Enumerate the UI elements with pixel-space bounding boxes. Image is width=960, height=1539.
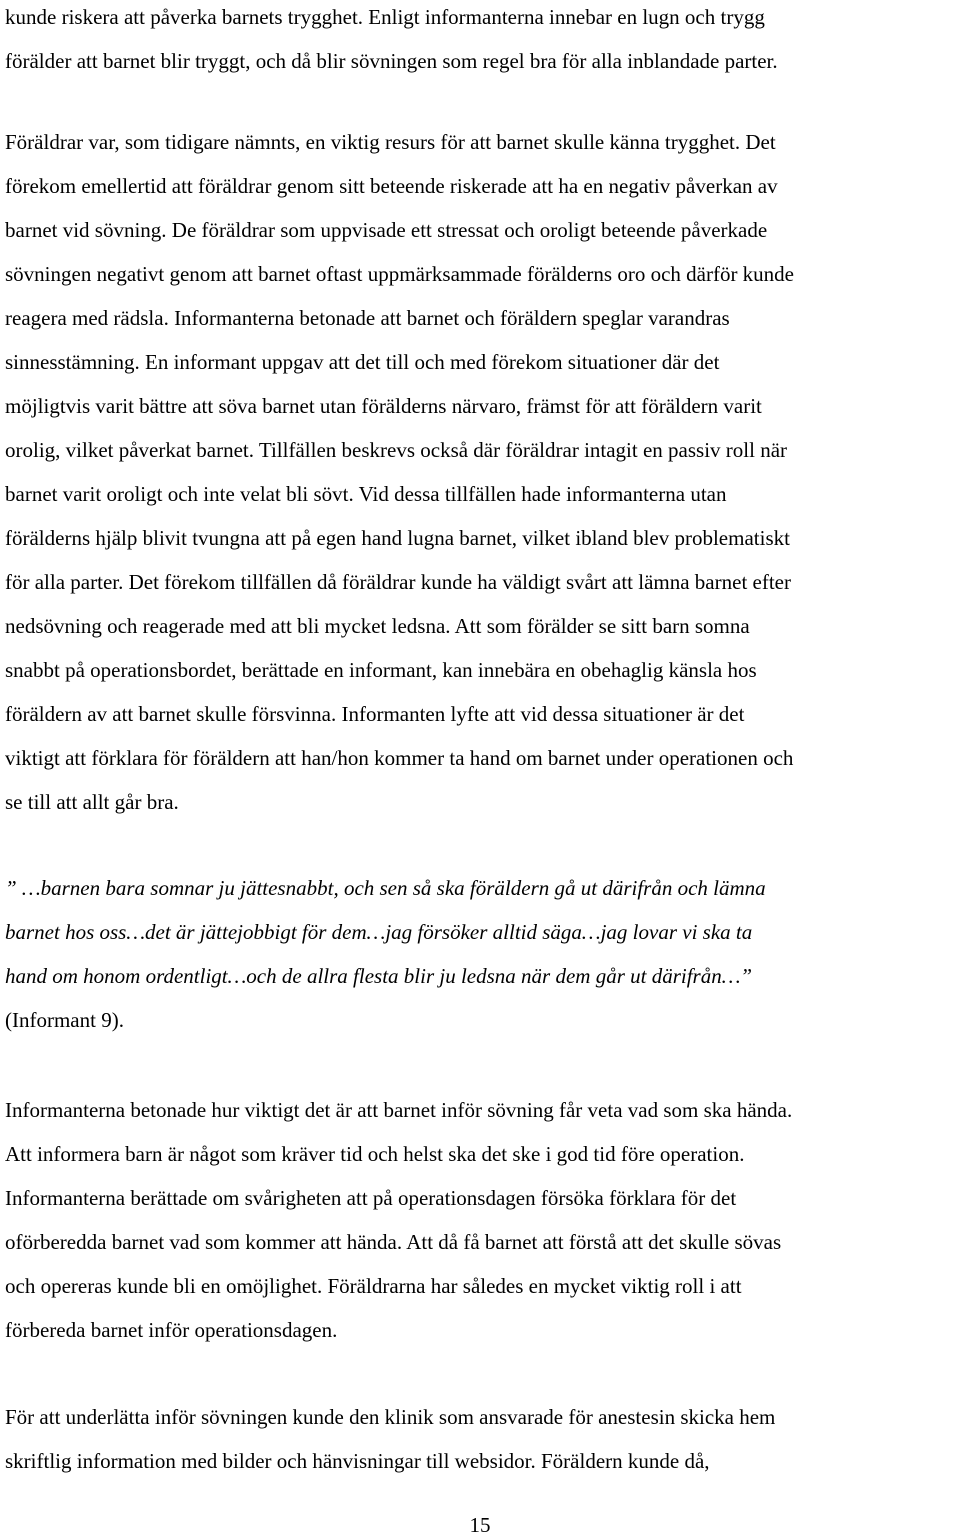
text-line: För att underlätta inför sövningen kunde den klinik som ansvarade för anestesin skicka hem — [5, 1405, 776, 1429]
text-line: se till att allt går bra. — [5, 790, 179, 814]
text-line: föräldern av att barnet skulle försvinna. Informanten lyfte att vid dessa situationer är det — [5, 702, 745, 726]
text-line: förälder att barnet blir tryggt, och då blir sövningen som regel bra för alla inblandade parter. — [5, 49, 778, 73]
text-line: reagera med rädsla. Informanterna betonade att barnet och föräldern speglar varandras — [5, 306, 730, 330]
text-line: viktigt att förklara för föräldern att han/hon kommer ta hand om barnet under operationen och — [5, 746, 794, 770]
quote-line: ” …barnen bara somnar ju jättesnabbt, och sen så ska föräldern gå ut därifrån och lämna — [5, 876, 766, 900]
text-line: förälderns hjälp blivit tvungna att på egen hand lugna barnet, vilket ibland blev problematiskt — [5, 526, 790, 550]
text-line: sövningen negativt genom att barnet oftast uppmärksammade förälderns oro och därför kunde — [5, 262, 795, 286]
text-line: sinnesstämning. En informant uppgav att det till och med förekom situationer där det — [5, 350, 720, 374]
quote-line: hand om honom ordentligt…och de allra flesta blir ju ledsna när dem går ut därifrån…” — [5, 964, 753, 988]
text-line: oförberedda barnet vad som kommer att hända. Att då få barnet att förstå att det skulle sövas — [5, 1230, 782, 1254]
paragraph-parental-calm — [5, 0, 778, 83]
text-line: nedsövning och reagerade med att bli mycket ledsna. Att som förälder se sitt barn somna — [5, 614, 750, 638]
informant-quote — [5, 866, 766, 1042]
text-line: förekom emellertid att föräldrar genom sitt beteende riskerade att ha en negativ påverkan av — [5, 174, 778, 198]
quote-citation: (Informant 9). — [5, 1008, 124, 1032]
text-line: Att informera barn är något som kräver tid och helst ska det ske i god tid före operation. — [5, 1142, 745, 1166]
paragraph-informing-child — [5, 1088, 792, 1352]
text-line: för alla parter. Det förekom tillfällen då föräldrar kunde ha väldigt svårt att lämna barnet efter — [5, 570, 791, 594]
text-line: Föräldrar var, som tidigare nämnts, en viktig resurs för att barnet skulle känna trygghet. Det — [5, 130, 776, 154]
text-line: orolig, vilket påverkat barnet. Tillfällen beskrevs också där föräldrar intagit en passiv roll när — [5, 438, 788, 462]
text-line: möjligtvis varit bättre att söva barnet utan förälderns närvaro, främst för att föräldern varit — [5, 394, 762, 418]
quote-line: barnet hos oss…det är jättejobbigt för dem…jag försöker alltid säga…jag lovar vi ska ta — [5, 920, 753, 944]
page-number: 15 — [469, 1513, 491, 1537]
text-line: barnet varit oroligt och inte velat bli sövt. Vid dessa tillfällen hade informanterna utan — [5, 482, 727, 506]
text-line: kunde riskera att påverka barnets trygghet. Enligt informanterna innebar en lugn och trygg — [5, 5, 765, 29]
text-line: Informanterna betonade hur viktigt det är att barnet inför sövning får veta vad som ska hända. — [5, 1098, 793, 1122]
text-line: förbereda barnet inför operationsdagen. — [5, 1318, 338, 1342]
text-line: barnet vid sövning. De föräldrar som uppvisade ett stressat och oroligt beteende påverkade — [5, 218, 768, 242]
text-line: Informanterna berättade om svårigheten att på operationsdagen försöka förklara för det — [5, 1186, 737, 1210]
text-line: och opereras kunde bli en omöjlighet. Föräldrarna har således en mycket viktig roll i att — [5, 1274, 742, 1298]
paragraph-written-information — [5, 1395, 775, 1483]
text-line: snabbt på operationsbordet, berättade en informant, kan innebära en obehaglig känsla hos — [5, 658, 757, 682]
paragraph-parents-as-resource — [5, 120, 794, 824]
text-line: skriftlig information med bilder och hänvisningar till websidor. Föräldern kunde då, — [5, 1449, 710, 1473]
